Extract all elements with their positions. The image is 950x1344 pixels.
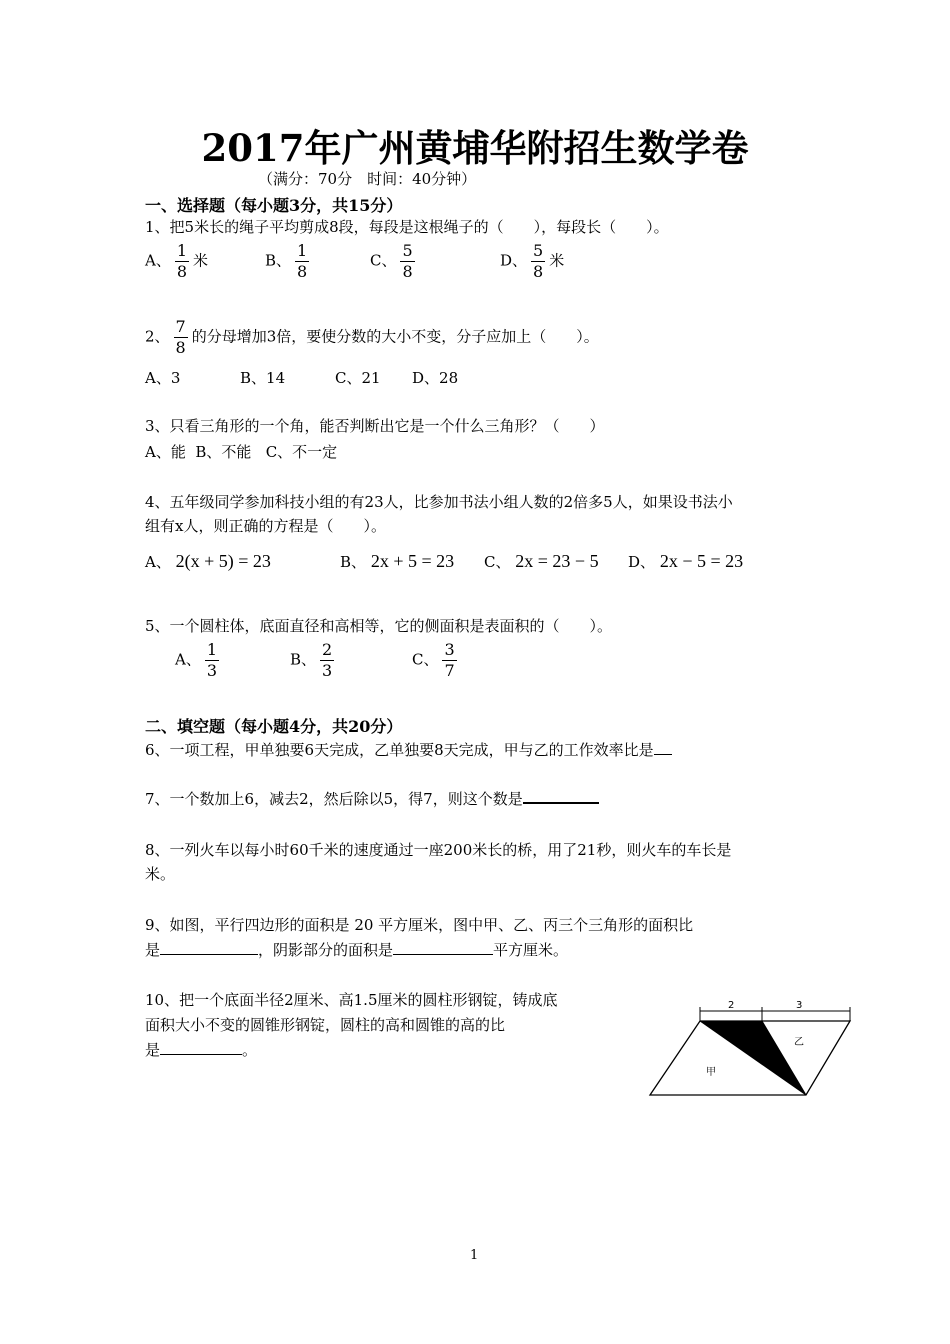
q1-option-c: C、 $\frac{5}{8}$ [370,241,413,281]
q8-text-line1: 8、一列火车以每小时60千米的速度通过一座200米长的桥，用了21秒，则火车的车长是 [145,841,732,859]
q4-option-a: A、 2(x + 5) = 23 [145,551,271,571]
dimension-label-3: 3 [796,1000,803,1011]
label-jia: 甲 [706,1067,716,1078]
q4-text-line2: 组有x人，则正确的方程是（ ）。 [145,517,386,535]
q8-text-line2: 米。 [145,865,176,883]
q4-text-line1: 4、五年级同学参加科技小组的有23人，比参加书法小组人数的2倍多5人，如果设书法小 [145,493,733,511]
q3-options: A、能 B、不能 C、不一定 [145,443,338,461]
page-number: 1 [470,1248,479,1263]
q1-text: 1、把5米长的绳子平均剪成8段，每段是这根绳子的（ ），每段长（ ）。 [145,218,669,236]
q2-option-b: B、14 [240,369,286,387]
q2-text: 2、 $\frac{7}{8}$ 的分母增加3倍，要使分数的大小不变，分子应加上（ ）。 [145,317,599,357]
q5-text: 5、一个圆柱体，底面直径和高相等，它的侧面积是表面积的（ ）。 [145,617,613,635]
q10-text-line3: 是 。 [145,1041,258,1059]
section2-heading: 二、填空题（每小题4分，共20分） [145,717,403,736]
q2-option-c: C、21 [335,369,381,387]
q3-text: 3、只看三角形的一个角，能否判断出它是一个什么三角形？（ ） [145,417,605,435]
dimension-label-2: 2 [728,1000,735,1011]
q10-text-line1: 10、把一个底面半径2厘米、高1.5厘米的圆柱形钢锭，铸成底 [145,991,558,1009]
q5-option-c: C、 $\frac{3}{7}$ [412,640,455,680]
q2-option-d: D、28 [412,369,459,387]
q2-option-a: A、3 [145,369,181,387]
q4-option-d: D、 2x − 5 = 23 [628,551,744,571]
q1-option-d: D、 $\frac{5}{8}$ 米 [500,241,565,281]
q7-text: 7、一个数加上6，减去2，然后除以5，得7，则这个数是 [145,787,599,811]
q4-option-b: B、 2x + 5 = 23 [340,551,455,571]
section1-heading: 一、选择题（每小题3分，共15分） [145,196,403,215]
parallelogram-figure [640,995,860,1105]
label-yi: 乙 [794,1037,804,1048]
q9-text-line1: 9、如图，平行四边形的面积是 20 平方厘米，图中甲、乙、丙三个三角形的面积比 [145,916,694,934]
page-title: 2017年广州黄埔华附招生数学卷 [201,126,749,170]
q4-option-c: C、 2x = 23 − 5 [484,551,599,571]
q9-text-line2: 是 ，阴影部分的面积是 平方厘米。 [145,941,569,959]
q1-option-a: A、 $\frac{1}{8}$ 米 [145,241,209,281]
q10-text-line2: 面积大小不变的圆锥形钢锭，圆柱的高和圆锥的高的比 [145,1016,506,1034]
page-subtitle: （满分：70分 时间：40分钟） [258,170,477,188]
q1-option-b: B、 $\frac{1}{8}$ [265,241,308,281]
q5-option-a: A、 $\frac{1}{3}$ [175,640,218,680]
q5-option-b: B、 $\frac{2}{3}$ [290,640,333,680]
q6-text: 6、一项工程，甲单独要6天完成，乙单独要8天完成，甲与乙的工作效率比是 [145,738,672,762]
